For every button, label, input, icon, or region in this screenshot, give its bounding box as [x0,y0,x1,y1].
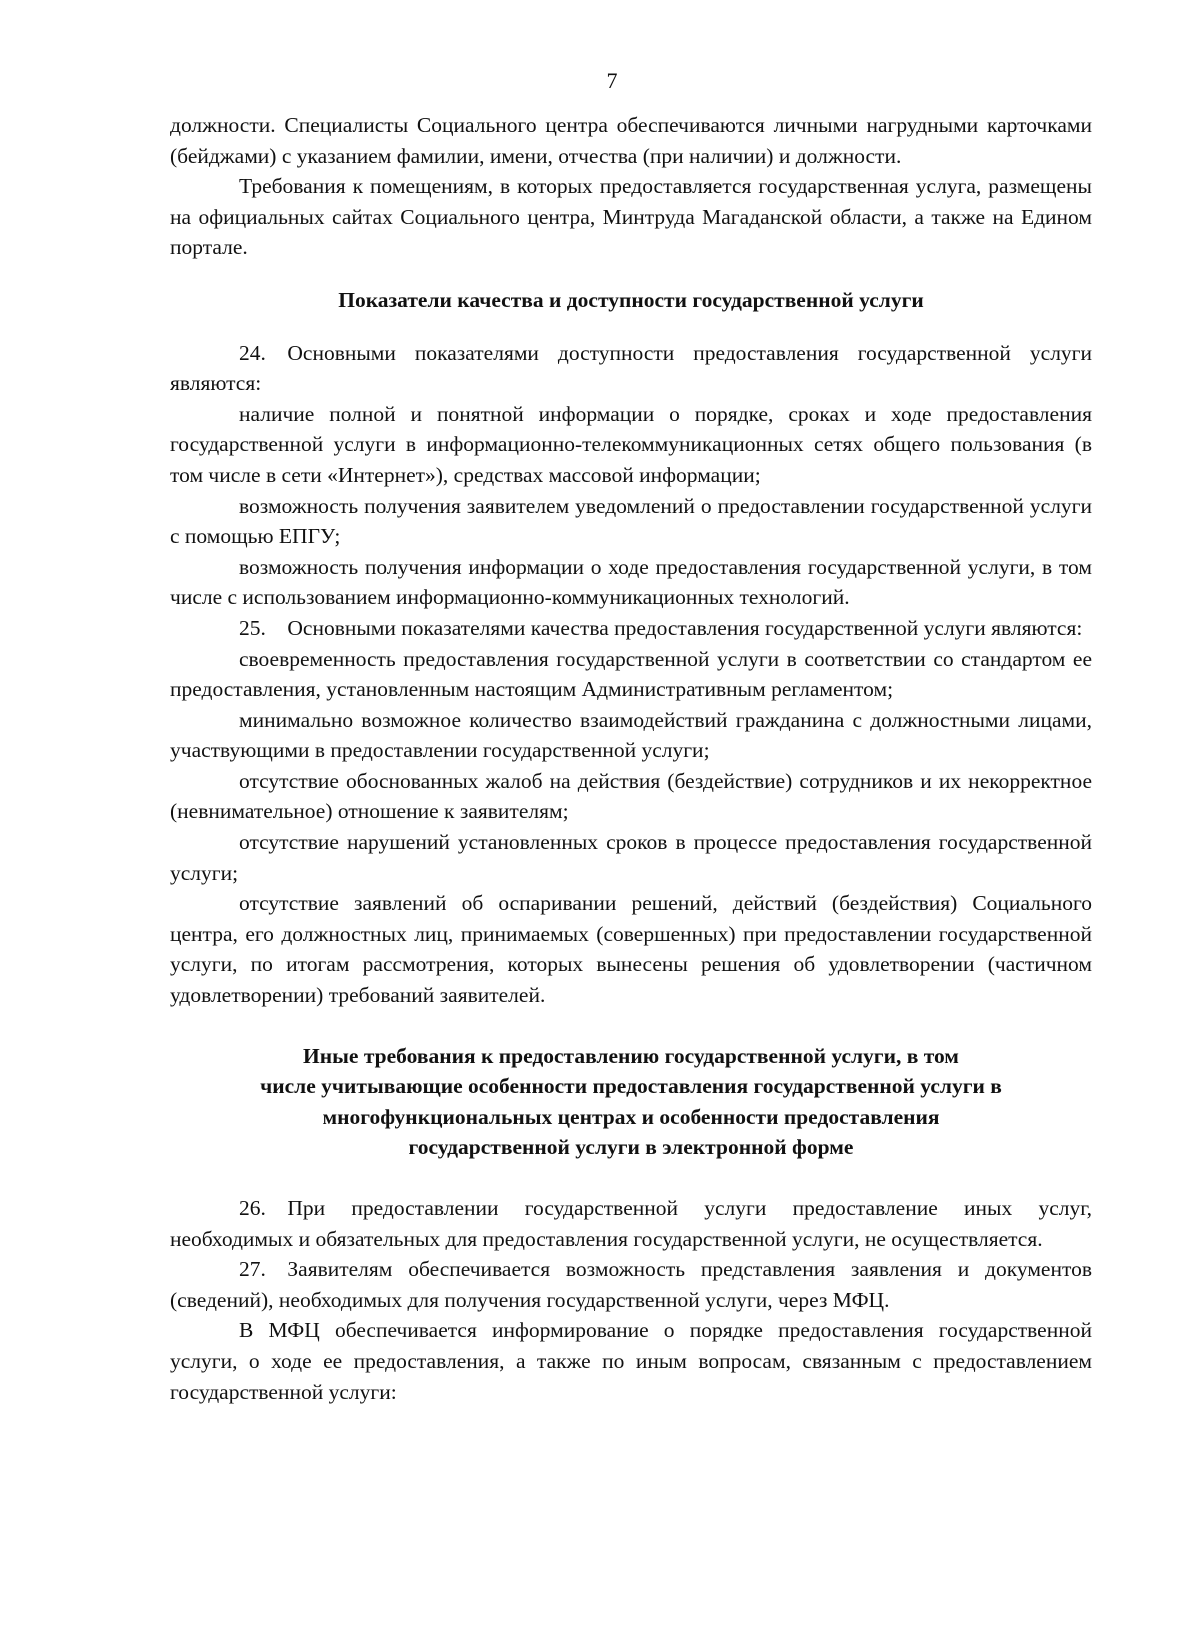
paragraph-27-next: В МФЦ обеспечивается информирование о порядке предоставления государственной услуги, о ходе ее предоставления, а также по иным вопросам, связанным с предоставлением государственной услуги: [170,1318,1092,1404]
paragraph-26: 26. При предоставлении государственной услуги предоставление иных услуг, необходимых и обязательных для предоставления государственной услуги, не осуществляется. [170,1196,1092,1251]
paragraph-25-item: своевременность предоставления государственной услуги в соответствии со стандартом ее предоставления, установленным настоящим Административным регламентом; [170,646,1092,702]
paragraph-25-lead: 25. Основными показателями качества предоставления государственной услуги являются: [239,615,1083,640]
heading-line: государственной услуги в электронной форме [408,1135,854,1160]
paragraph-continuation: должности. Специалисты Социального центра обеспечиваются личными нагрудными карточками (бейджами) с указанием фамилии, имени, отчества (при наличии) и должности. [170,113,1092,168]
paragraph-27-lead: 27. Заявителям обеспечивается возможность представления заявления и документов (сведений), необходимых для получения государственной услуги, через МФЦ. [170,1257,1092,1312]
paragraph-24-lead: 24. Основными показателями доступности предоставления государственной услуги являются: [170,340,1092,396]
section-heading-other-requirements [170,1041,1092,1163]
document-body [170,110,1092,1407]
paragraph-24-item: возможность получения информации о ходе предоставления государственной услуги, в том числе с использованием информационно-коммуникационных технологий. [170,554,1092,610]
paragraph-premises-requirements: Требования к помещениям, в которых предоставляется государственная услуга, размещены на официальных сайтах Социального центра, Минтруда Магаданской области, а также на Едином портале. [170,174,1092,260]
heading-line: Иные требования к предоставлению государственной услуги, в том [303,1043,959,1068]
paragraph-25-item: отсутствие нарушений установленных сроков в процессе предоставления государственной услуги; [170,830,1092,885]
paragraph-24-item: наличие полной и понятной информации о порядке, сроках и ходе предоставления государственной услуги в информационно-телекоммуникационных сетях общего пользования (в том числе в сети «Интернет»), средствах массовой информации; [170,401,1092,487]
heading-line: числе учитывающие особенности предоставления государственной услуги в [260,1074,1002,1099]
paragraph-25-item: отсутствие обоснованных жалоб на действия (бездействие) сотрудников и их некорректное (невнимательное) отношение к заявителям; [170,768,1092,824]
paragraph-25-item: отсутствие заявлений об оспаривании решений, действий (бездействия) Социального центра, его должностных лиц, принимаемых (совершенных) при предоставлении государственной услуги, по итогам рассмотрения, которых вынесены решения об удовлетворении (частичном удовлетворении) требований заявителей. [170,891,1092,1008]
paragraph-24-item: возможность получения заявителем уведомлений о предоставлении государственной услуги с помощью ЕПГУ; [170,493,1092,549]
paragraph-25-item: минимально возможное количество взаимодействий гражданина с должностными лицами, участвующими в предоставлении государственной услуги; [170,707,1092,763]
page-number: 7 [606,68,618,93]
section-heading-quality: Показатели качества и доступности государственной услуги [338,287,924,312]
heading-line: многофункциональных центрах и особенности предоставления [322,1104,940,1129]
